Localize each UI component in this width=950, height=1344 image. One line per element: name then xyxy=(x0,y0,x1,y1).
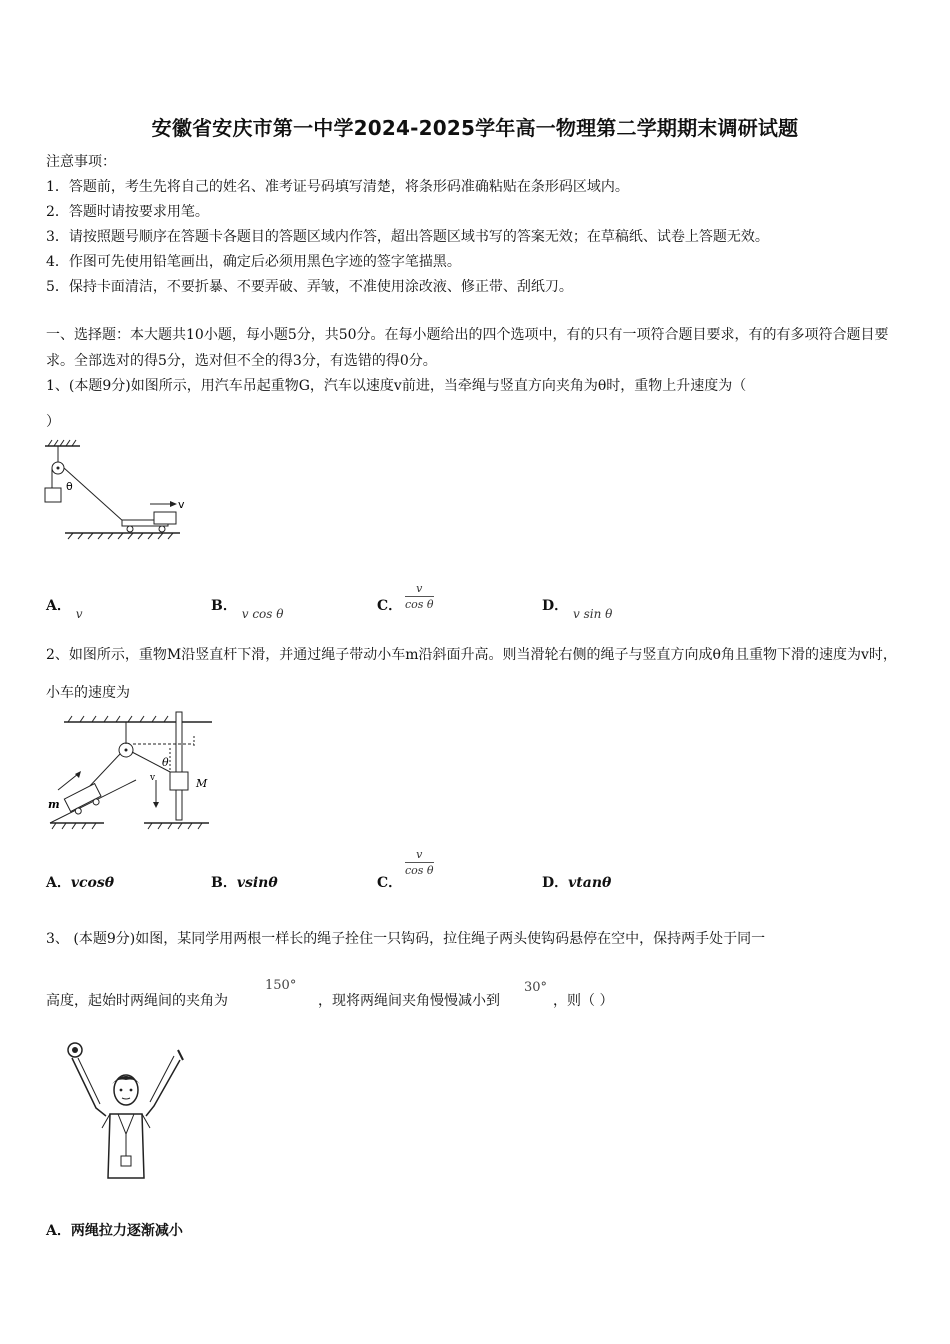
q2-option-a-expr: vcosθ xyxy=(70,875,115,891)
q1-option-b-expr: v cos θ xyxy=(241,607,284,621)
q1-option-c-letter: C． xyxy=(377,598,403,614)
q3-option-a[interactable]: A．两绳拉力逐渐减小 xyxy=(46,1223,183,1239)
q1-option-c-numerator: v xyxy=(405,582,434,597)
q1-stem-end: ） xyxy=(46,414,60,430)
notice-item-5: 5．保持卡面清洁，不要折暴、不要弄破、弄皱，不准使用涂改液、修正带、刮纸刀。 xyxy=(46,279,573,295)
q2-option-d-expr: vtanθ xyxy=(568,875,612,891)
q2-option-b-letter: B． xyxy=(211,875,237,891)
q1-option-b-letter: B． xyxy=(211,598,237,614)
q1-option-c-fraction xyxy=(405,582,434,611)
q3-stem-part3: ，则（ ） xyxy=(553,993,614,1009)
q3-angle-start: 150° xyxy=(265,978,297,993)
notice-item-3: 3．请按照题号顺序在答题卡各题目的答题区域内作答，超出答题区域书写的答案无效；在草稿纸、试卷上答题无效。 xyxy=(46,229,769,245)
q2-option-c-fraction xyxy=(405,848,434,877)
q2-option-b-expr: vsinθ xyxy=(236,875,278,891)
section-heading: 一、选择题：本大题共10小题，每小题5分，共50分。在每小题给出的四个选项中，有的只有一项符合题目要求，有的有多项符合题目要求。全部选对的得5分，选对但不全的得3分，有选错的得0分。 xyxy=(46,327,889,369)
q3-angle-end: 30° xyxy=(524,980,548,995)
q1-option-a[interactable] xyxy=(46,595,83,621)
q2-figure xyxy=(44,708,224,833)
q2-stem: 2、如图所示，重物M沿竖直杆下滑，并通过绳子带动小车m沿斜面升高。则当滑轮右侧的绳子与竖直方向成θ角且重物下滑的速度为v时，小车的速度为 xyxy=(46,647,897,701)
notice-header: 注意事项： xyxy=(46,154,116,170)
notice-item-4: 4．作图可先使用铅笔画出，确定后必须用黑色字迹的签字笔描黑。 xyxy=(46,254,461,270)
page-title: 安徽省安庆市第一中学2024-2025学年高一物理第二学期期末调研试题 xyxy=(151,116,799,140)
q3-stem-part2: ，现将两绳间夹角慢慢减小到 xyxy=(318,993,500,1009)
q1-option-a-letter: A． xyxy=(46,598,71,614)
q1-fig-theta-label: θ xyxy=(66,480,73,493)
q2-fig-theta-label: θ xyxy=(162,756,169,769)
q3-stem-line1: 3、 (本题9分)如图，某同学用两根一样长的绳子拴住一只钩码，拉住绳子两头使钩码悬停在空中，保持两手处于同一 xyxy=(46,931,766,947)
q1-fig-v-label: v xyxy=(178,498,185,511)
q2-option-c-denominator: cos θ xyxy=(405,864,434,877)
q2-option-d-letter: D． xyxy=(542,875,569,891)
q1-option-d-expr: v sin θ xyxy=(573,607,613,621)
q3-figure xyxy=(62,1038,187,1186)
notice-item-1: 1．答题前，考生先将自己的姓名、准考证号码填写清楚，将条形码准确粘贴在条形码区域内。 xyxy=(46,179,629,195)
q2-option-c[interactable] xyxy=(377,872,402,892)
q1-option-c-denominator: cos θ xyxy=(405,598,434,611)
notice-item-2: 2．答题时请按要求用笔。 xyxy=(46,204,209,220)
q2-option-b[interactable] xyxy=(211,872,278,892)
q2-fig-m-label: m xyxy=(48,798,60,811)
q2-option-a[interactable] xyxy=(46,872,114,892)
q2-fig-M-label: M xyxy=(196,777,208,790)
q2-fig-v-label: v xyxy=(150,773,156,783)
q1-option-d[interactable] xyxy=(542,595,613,621)
q1-figure xyxy=(40,438,190,548)
q2-option-c-letter: C． xyxy=(377,875,403,891)
q2-option-c-numerator: v xyxy=(405,848,434,863)
q1-option-b[interactable] xyxy=(211,595,284,621)
q2-option-d[interactable] xyxy=(542,872,611,892)
q1-stem: 1、(本题9分)如图所示，用汽车吊起重物G，汽车以速度v前进，当牵绳与竖直方向夹角为θ时，重物上升速度为（ xyxy=(46,378,747,394)
q1-option-d-letter: D． xyxy=(542,598,569,614)
q1-option-a-expr: v xyxy=(75,607,83,621)
q2-option-a-letter: A． xyxy=(46,875,71,891)
q1-option-c[interactable] xyxy=(377,595,402,615)
q3-stem-part1: 高度，起始时两绳间的夹角为 xyxy=(46,993,228,1009)
